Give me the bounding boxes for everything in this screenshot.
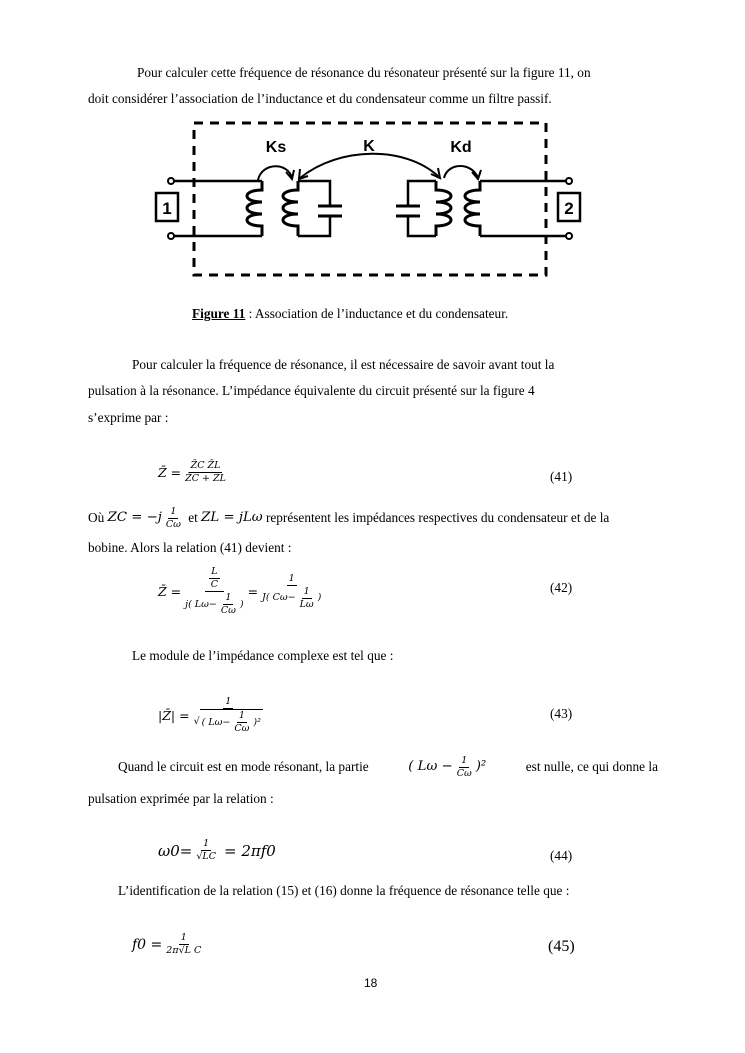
equation-43: |Z̄| = 1 √ ( Lω− $\frac{1}{C\omega}$ )² xyxy=(158,696,261,734)
paragraph-2-line-3: s’exprime par : xyxy=(88,410,169,425)
paragraph-1-line-1: Pour calculer cette fréquence de résonance du résonateur présenté sur la figure 11, on xyxy=(137,65,591,80)
equation-45-number: (45) xyxy=(548,938,575,955)
coupling-arrow-k xyxy=(300,154,438,178)
port-2-label: 2 xyxy=(564,199,574,218)
equation-45: f0 = $\frac{1}{\text{2π√L C}}$ xyxy=(132,932,202,956)
equation-41: Z̄ = $\frac{\text{Z̄C Z̄L}}{Z̄C + Z̄L}$ xyxy=(158,460,226,484)
output-coil xyxy=(465,181,480,236)
equation-42: Z̄ = $\frac{L}{C}$ j( Lω− $\frac{1}{C\omega}$ ) = 1 J( Cω− $\frac{1}{L\omega}$ ) xyxy=(158,566,322,616)
figure-caption-text: : Association de l’inductance et du condensateur. xyxy=(245,306,509,321)
input-coil xyxy=(247,181,262,236)
resonator-2-coil xyxy=(436,181,451,236)
resonator-2-capacitor xyxy=(396,206,420,216)
resonator-1-capacitor xyxy=(318,206,342,216)
label-kd: Kd xyxy=(450,139,472,156)
paragraph-2-line-2: pulsation à la résonance. L’impédance équivalente du circuit présenté sur la figure 4 xyxy=(88,383,535,398)
paragraph-6: L’identification de la relation (15) et (16) donne la fréquence de résonance telle que : xyxy=(118,883,570,898)
port-1-label: 1 xyxy=(162,199,172,218)
resonator-1-coil xyxy=(283,181,298,236)
equation-42-number: (42) xyxy=(550,580,573,595)
paragraph-1-line-2: doit considérer l’association de l’inductance et du condensateur comme un filtre passif. xyxy=(88,91,552,106)
label-k: K xyxy=(363,138,375,155)
paragraph-5-line-1: Quand le circuit est en mode résonant, la partie ( Lω − $\frac{1}{C\omega}$ )² est nulle, ce qui donne la xyxy=(118,754,658,779)
figure-11-diagram xyxy=(150,118,590,280)
equation-41-number: (41) xyxy=(550,469,573,484)
equation-44-number: (44) xyxy=(550,848,573,863)
paragraph-5-line-2: pulsation exprimée par la relation : xyxy=(88,791,274,806)
label-ks: Ks xyxy=(265,139,287,156)
equation-43-number: (43) xyxy=(550,706,573,721)
paragraph-3-line-1: Où ZC = −j $\frac{1}{C\omega}$ et ZL = jLω représentent les impédances respectives du condensateur et de la xyxy=(88,505,610,530)
paragraph-2-line-1: Pour calculer la fréquence de résonance, il est nécessaire de savoir avant tout la xyxy=(132,357,555,372)
figure-caption-label: Figure 11 xyxy=(192,306,246,321)
paragraph-3-line-2: bobine. Alors la relation (41) devient : xyxy=(88,540,292,555)
paragraph-4: Le module de l’impédance complexe est tel que : xyxy=(132,648,394,663)
equation-44: ω0= $\frac{1}{√LC}$ = 2πf0 xyxy=(158,838,276,862)
page-number: 18 xyxy=(364,976,378,990)
figure-caption xyxy=(192,299,592,329)
